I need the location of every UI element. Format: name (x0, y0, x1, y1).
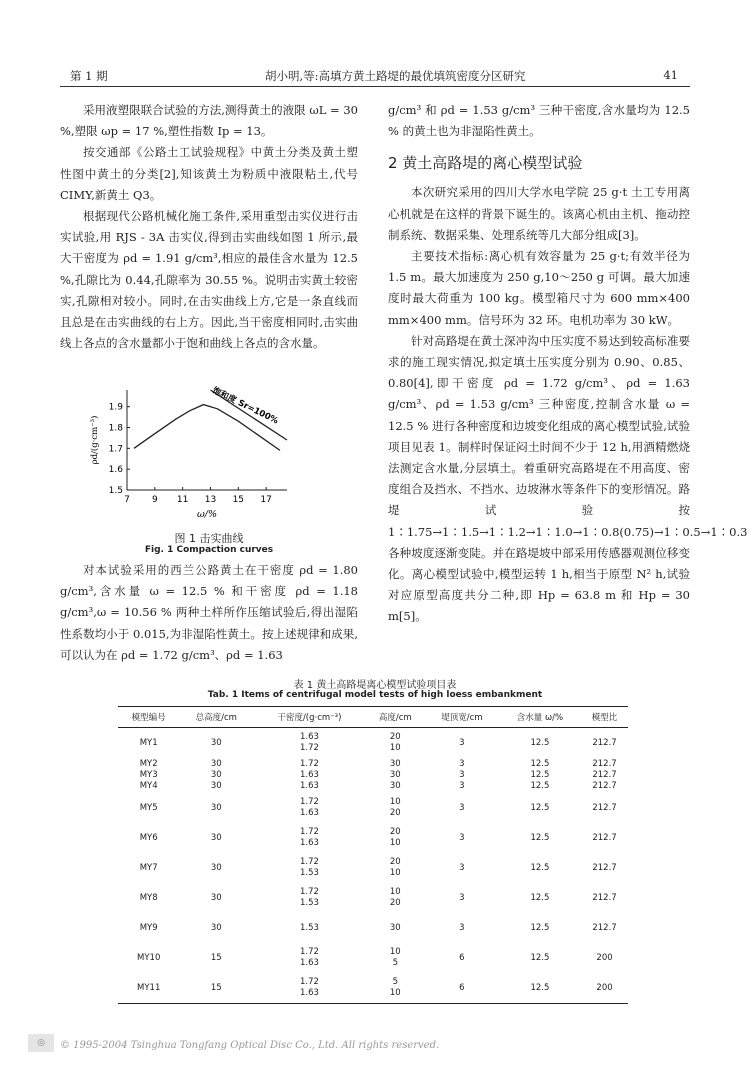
table-cell: 15 (210, 982, 222, 993)
table-cell: 12.5 (530, 862, 550, 873)
x-tick-label: 7 (124, 495, 130, 505)
table-cell: 30 30 30 (389, 759, 401, 791)
table-cell: 3 (459, 892, 465, 903)
table-cell: 5 10 (389, 977, 401, 998)
copyright-footer: © 1995-2004 Tsinghua Tongfang Optical Disc Co., Ltd. All rights reserved. (60, 1040, 440, 1051)
table-cell: 3 (459, 832, 465, 843)
table-cell: 212.7 (592, 832, 617, 843)
table-row (118, 973, 628, 1004)
table-title: 表 1 黄土高路堤离心模型试验项目表 (293, 680, 457, 691)
x-tick-label: 15 (232, 495, 245, 505)
figure-caption-en: Fig. 1 Compaction curves (144, 545, 274, 555)
table-cell: 1.72 1.53 (299, 887, 319, 908)
left-column (60, 100, 358, 354)
paragraph: 主要技术指标:离心机有效容量为 25 g·t;有效半径为 1.5 m。最大加速度为 250 g,10～250 g 可调。最大加速度时最大荷重为 100 kg。模型箱尺寸为 600 mm×400 mm×400 mm。信号环为 32 环。电机功率为 30 kW。 (388, 249, 690, 327)
table-cell: 1.72 1.63 (299, 827, 319, 848)
table-cell: 30 30 30 (210, 759, 222, 791)
table-cell: 1.72 1.63 1.63 (299, 759, 319, 791)
table-cell: 212.7 (592, 892, 617, 903)
column-header: 堤顶宽/cm (441, 713, 483, 723)
table-cell: 3 (459, 862, 465, 873)
table-row (118, 913, 628, 943)
section-heading: 2 黄土高路堤的离心模型试验 (388, 154, 583, 173)
table-cell: 6 (459, 982, 465, 993)
table-cell: MY10 (137, 952, 161, 963)
issue-number: 第 1 期 (70, 69, 108, 83)
column-header: 模型比 (591, 713, 618, 723)
table-cell: 20 10 (389, 732, 401, 753)
right-column (388, 100, 748, 628)
paragraph: 针对高路堤在黄土深冲沟中压实度不易达到较高标准要求的施工现实情况,拟定填土压实度分别为 0.90、0.85、0.80[4],即干密度 ρd = 1.72 g/cm³、ρd = 1.63 g/cm³、ρd = 1.53 g/cm³ 三种密度,控制含水量 ω = 12.5 % 进行各种密度和边坡变化组成的离心模型试验,试验项目见表 1。制样时保证闷土时间不少于 12 h,用酒精燃烧法测定含水量,分层填土。着重研究高路堤在不用高度、密度组合及挡水、不挡水、边坡淋水等条件下的变形情况。路堤试验按 1∶1.75→1∶1.5→1∶1.2→1∶1.0→1∶0.8(0.75)→1∶0.5→1∶0.3 各种坡度逐渐变陡。并在路堤坡中部采用传感器观测位移变化。离心模型试验中,模型运转 1 h,相当于原型 N² h,试验对应原型高度共分二种,即 Hp = 63.8 m 和 Hp = 30 m[5]。 (388, 333, 748, 624)
column-header: 模型编号 (131, 713, 166, 723)
table-cell: MY6 (139, 832, 158, 843)
table-cell: 30 (210, 737, 222, 748)
paragraph: 采用液塑限联合试验的方法,测得黄土的液限 ωL = 30 %,塑限 ωp = 17 %,塑性指数 Ip = 13。 (60, 103, 358, 139)
table-cell: 10 20 (389, 797, 401, 818)
y-tick-label: 1.6 (108, 465, 123, 476)
left-column-lower (60, 560, 358, 666)
table-cell: MY2 MY3 MY4 (139, 759, 158, 791)
paragraph: g/cm³ 和 ρd = 1.53 g/cm³ 三种干密度,含水量均为 12.5 % 的黄土也为非湿陷性黄土。 (388, 103, 690, 139)
x-tick-label: 9 (151, 495, 158, 505)
table-cell: 6 (459, 952, 465, 963)
paragraph: 根据现代公路机械化施工条件,采用重型击实仪进行击实试验,用 RJS - 3A 击实仪,得到击实曲线如图 1 所示,最大干密度为 ρd = 1.91 g/cm³,相应的最佳含水量为 12.5 %,孔隙比为 0.44,孔隙率为 30.55 %。说明击实黄土较密实,孔隙相对较小。同时,在击实曲线上方,它是一条直线而且总是在击实曲线的右上方。因此,当干密度相同时,击实曲线上各点的含水量都小于饱和曲线上各点的含水量。 (60, 209, 358, 351)
table-cell: 212.7 (592, 862, 617, 873)
table-cell: 3 3 3 (459, 759, 465, 791)
compaction-chart (85, 380, 305, 530)
table-cell: 1.72 1.53 (299, 857, 319, 878)
y-tick-label: 1.7 (108, 444, 123, 455)
table-cell: 200 (596, 982, 613, 993)
table-cell: MY7 (139, 862, 158, 873)
figure-caption: 图 1 击实曲线 (174, 532, 244, 545)
table-cell: MY11 (137, 982, 161, 993)
table-row (118, 793, 628, 823)
x-tick-label: 11 (176, 495, 189, 505)
table-cell: 200 (596, 952, 613, 963)
table-cell: 12.5 12.5 12.5 (530, 759, 550, 791)
table-cell: 12.5 (530, 922, 550, 933)
table-cell: 30 (210, 892, 222, 903)
table-cell: 12.5 (530, 982, 550, 993)
paragraph: 本次研究采用的四川大学水电学院 25 g·t 土工专用离心机就是在这样的背景下诞生的。该离心机由主机、拖动控制系统、数据采集、处理系统等几大部分组成[3]。 (388, 185, 690, 242)
table-cell: 10 20 (389, 887, 401, 908)
table-cell: 15 (210, 952, 222, 963)
table-cell: 3 (459, 922, 465, 933)
table-cell: 1.72 1.63 (299, 797, 319, 818)
table-cell: 3 (459, 737, 465, 748)
table-header-row (118, 707, 628, 728)
table-cell: MY8 (139, 892, 158, 903)
table-cell: 30 (210, 802, 222, 813)
table-cell: 10 5 (389, 947, 401, 968)
table-cell: 12.5 (530, 737, 550, 748)
table-title-en: Tab. 1 Items of centrifugal model tests of high loess embankment (207, 690, 543, 700)
y-tick-label: 1.8 (108, 423, 123, 434)
table-row (118, 853, 628, 883)
table-cell: 1.72 1.63 (299, 977, 319, 998)
table-cell: 212.7 (592, 802, 617, 813)
table-cell: 30 (389, 922, 401, 933)
table-cell: 12.5 (530, 802, 550, 813)
y-tick-label: 1.9 (108, 402, 123, 413)
table-cell: 1.53 (299, 922, 319, 933)
table-cell: 1.72 1.63 (299, 947, 319, 968)
y-axis-label: ρd/(g·cm⁻³) (90, 415, 100, 465)
table-cell: 30 (210, 922, 222, 933)
saturation-annotation: 饱和度 Sr=100% (210, 385, 280, 427)
paragraph: 对本试验采用的西兰公路黄土在干密度 ρd = 1.80 g/cm³,含水量 ω = 12.5 % 和干密度 ρd = 1.18 g/cm³,ω = 10.56 % 两种土样所作压缩试验后,得出湿陷性系数均小于 0.015,为非湿陷性黄土。按上述规律和成果,可以认为在 ρd = 1.72 g/cm³、ρd = 1.63 (60, 563, 358, 662)
table-row (118, 943, 628, 973)
table-cell: MY1 (139, 737, 158, 748)
x-axis-label: ω/% (197, 509, 217, 520)
table-cell: 20 10 (389, 857, 401, 878)
table-row (118, 728, 628, 759)
y-tick-label: 1.5 (108, 486, 123, 496)
x-tick-label: 13 (204, 495, 217, 505)
table-cell: 212.7 (592, 922, 617, 933)
table-cell: 12.5 (530, 892, 550, 903)
table-row (118, 758, 628, 793)
table-cell: 30 (210, 862, 222, 873)
table-cell: 3 (459, 802, 465, 813)
running-title: 胡小明,等:高填方黄土路堤的最优填筑密度分区研究 (265, 69, 526, 83)
table-cell: 12.5 (530, 832, 550, 843)
x-tick-label: 17 (260, 495, 272, 505)
column-header: 干密度/(g·cm⁻³) (277, 713, 342, 723)
page-header (60, 64, 690, 87)
test-items-table (118, 706, 628, 1004)
table-row (118, 883, 628, 913)
table-cell: 212.7 212.7 212.7 (592, 759, 617, 791)
column-header: 总高度/cm (195, 713, 237, 723)
table-cell: MY5 (139, 802, 158, 813)
table-cell: 30 (210, 832, 222, 843)
table-cell: 20 10 (389, 827, 401, 848)
column-header: 含水量 ω/% (516, 713, 564, 723)
table-cell: 1.63 1.72 (299, 732, 319, 753)
paragraph: 按交通部《公路土工试验规程》中黄土分类及黄土塑性图中黄土的分类[2],知该黄土为粉质中液限粘土,代号 CIMY,新黄土 Q3。 (60, 145, 358, 202)
column-header: 高度/cm (378, 713, 412, 723)
table-cell: 12.5 (530, 952, 550, 963)
page-number: 41 (663, 68, 678, 82)
table-row (118, 823, 628, 853)
publisher-logo: ◎ (28, 1034, 54, 1052)
table-cell: MY9 (139, 922, 158, 933)
table-cell: 212.7 (592, 737, 617, 748)
